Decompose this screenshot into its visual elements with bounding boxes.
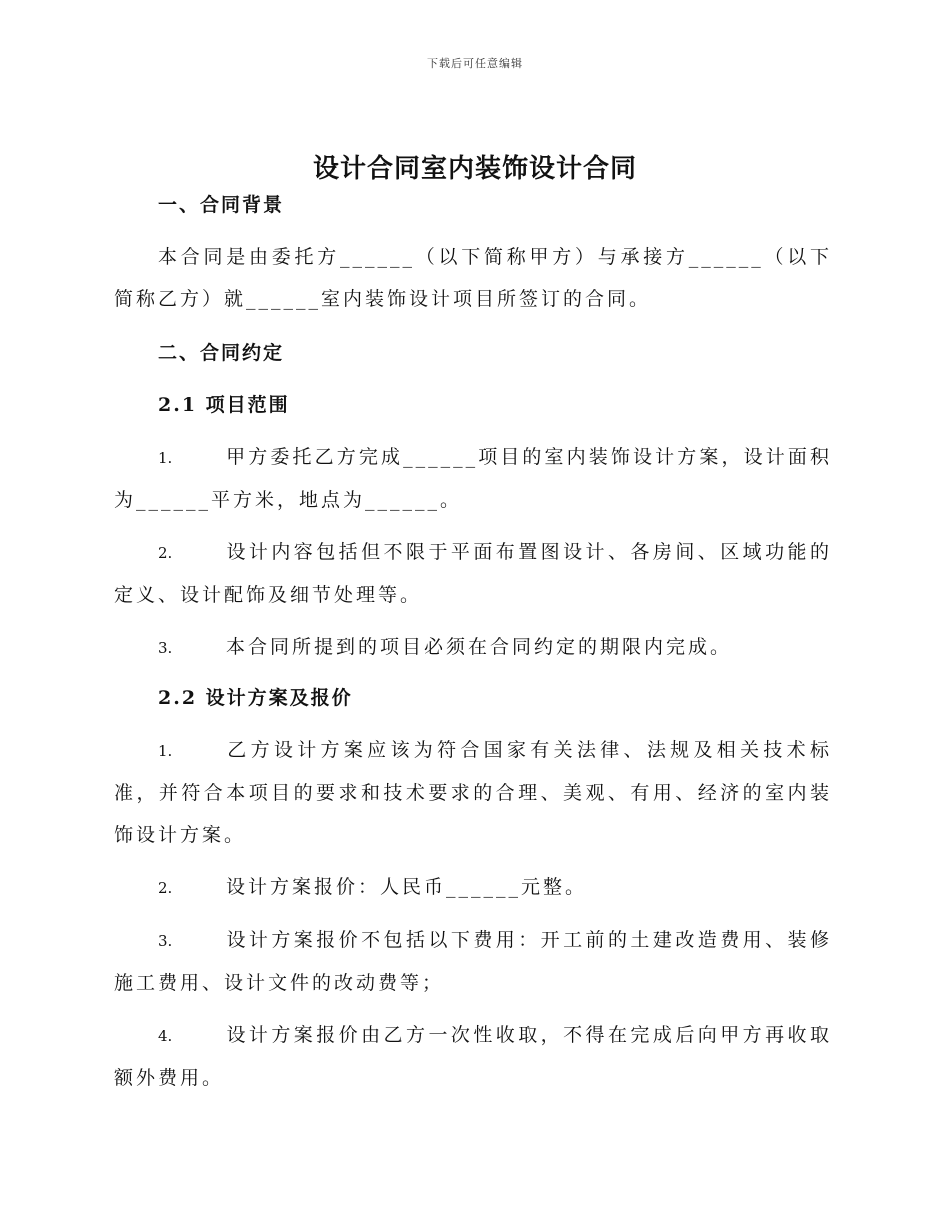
list-item-text: 设计方案报价由乙方一次性收取，不得在完成后向甲方再收取额外费用。 xyxy=(114,1024,832,1089)
list-item xyxy=(114,531,832,616)
subsection-heading-plan-quote: 2.2 设计方案及报价 xyxy=(158,687,353,709)
section-heading-agreement: 二、合同约定 xyxy=(158,342,285,364)
list-item xyxy=(114,729,832,856)
list-item-text: 设计方案报价不包括以下费用：开工前的土建改造费用、装修施工费用、设计文件的改动费等； xyxy=(114,929,832,994)
list-item-text: 乙方设计方案应该为符合国家有关法律、法规及相关技术标准，并符合本项目的要求和技术要求的合理、美观、有用、经济的室内装饰设计方案。 xyxy=(114,739,832,846)
list-item-text: 设计内容包括但不限于平面布置图设计、各房间、区域功能的定义、设计配饰及细节处理等。 xyxy=(114,541,832,606)
list-item xyxy=(114,436,832,521)
list-item xyxy=(114,866,832,909)
list-item xyxy=(114,919,832,1004)
document-body xyxy=(114,190,832,1099)
list-item-number: 1. xyxy=(158,449,173,467)
list-item-text: 本合同所提到的项目必须在合同约定的期限内完成。 xyxy=(226,636,733,658)
list-item-text: 甲方委托乙方完成______项目的室内装饰设计方案，设计面积为______平方米，地点为______。 xyxy=(114,446,832,511)
document-title: 设计合同室内装饰设计合同 xyxy=(312,154,637,184)
header-note: 下载后可任意编辑 xyxy=(427,57,523,70)
list-item-number: 1. xyxy=(158,742,173,760)
section-heading-background: 一、合同背景 xyxy=(158,194,285,216)
subsection-heading-scope: 2.1 项目范围 xyxy=(158,394,290,416)
list-item-text: 设计方案报价：人民币______元整。 xyxy=(226,876,588,898)
list-item xyxy=(114,1014,832,1099)
list-item-number: 2. xyxy=(158,879,173,897)
list-item-number: 3. xyxy=(158,639,173,657)
list-item-number: 2. xyxy=(158,544,173,562)
list-item xyxy=(114,626,832,669)
list-item-number: 4. xyxy=(158,1027,173,1045)
list-item-number: 3. xyxy=(158,932,173,950)
background-paragraph: 本合同是由委托方______（以下简称甲方）与承接方______（以下简称乙方）就______室内装饰设计项目所签订的合同。 xyxy=(114,246,832,310)
